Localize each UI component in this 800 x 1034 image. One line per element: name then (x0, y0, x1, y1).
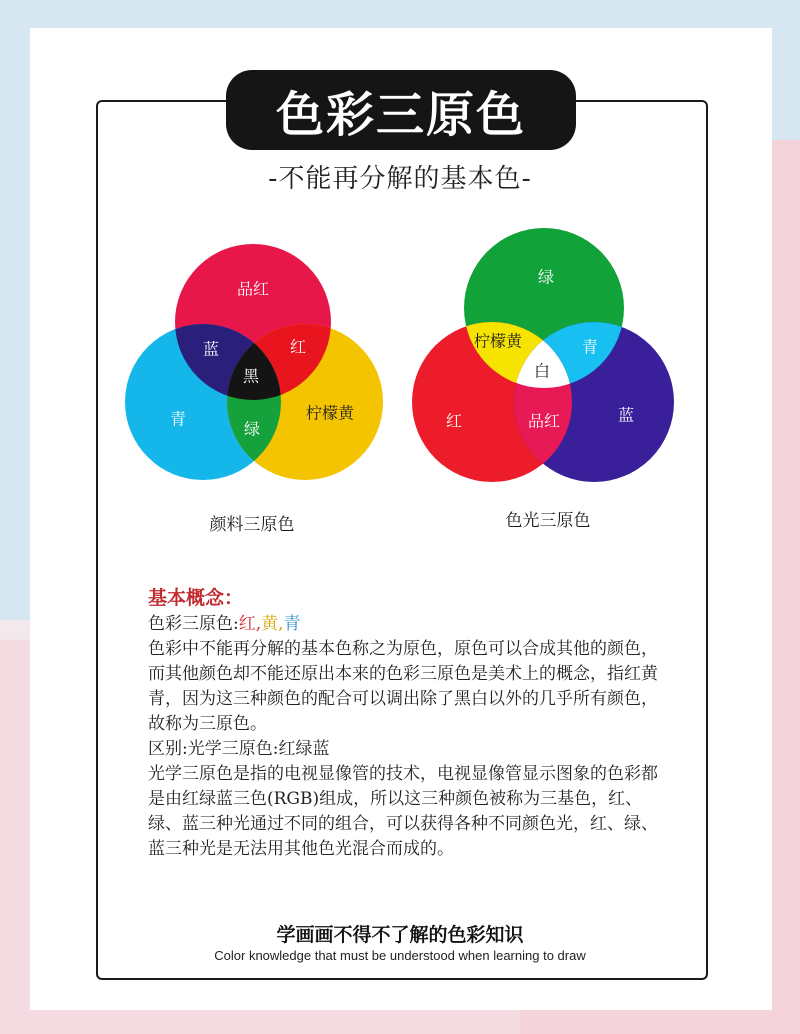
concept-paragraph-2: 光学三原色是指的电视显像管的技术，电视显像管显示图象的色彩都是由红绿蓝三色(RGB)组成，所以这三种颜色被称为三基色，红、绿、蓝三种光通过不同的组合，可以获得各种不同颜色光，红、绿、蓝三种光是无法用其他色光混合而成的。 (148, 764, 658, 859)
light-label-green: 绿 (537, 267, 555, 287)
page-title: 色彩三原色 (226, 70, 576, 150)
light-label-white: 白 (533, 361, 551, 381)
pigment-label-cyan: 青 (169, 409, 187, 429)
light-label-blue: 蓝 (617, 405, 635, 425)
light-label-magenta: 品红 (527, 411, 561, 431)
light-venn-diagram (410, 226, 690, 490)
concept-cyan-word: 青 (283, 614, 301, 634)
concept-line1-prefix: 色彩三原色: (148, 614, 239, 634)
light-label-red: 红 (445, 411, 463, 431)
pigment-label-blue: 蓝 (202, 339, 220, 359)
light-label-cyan: 青 (581, 337, 599, 357)
pigment-label-green: 绿 (243, 419, 261, 439)
footer-english-caption: Color knowledge that must be understood when learning to draw (214, 948, 586, 963)
pigment-label-yellow: 柠檬黄 (305, 403, 355, 423)
page-subtitle: -不能再分解的基本色- (268, 164, 532, 194)
concept-line-difference: 区别:光学三原色:红绿蓝 (148, 739, 330, 759)
pigment-caption: 颜料三原色 (209, 515, 295, 535)
pigment-venn-diagram (120, 240, 390, 500)
concept-yellow-word: 黄, (261, 614, 284, 634)
light-caption: 色光三原色 (505, 511, 591, 531)
concept-paragraph-1: 色彩中不能再分解的基本色称之为原色，原色可以合成其他的颜色，而其他颜色却不能还原出本来的色彩三原色是美术上的概念，指红黄青，因为这三种颜色的配合可以调出除了黑白以外的几乎所有颜色，故称为三原色。 (148, 639, 658, 734)
concept-red-word: 红, (238, 614, 262, 634)
concept-text-block (148, 584, 668, 862)
pigment-label-magenta: 品红 (236, 279, 270, 299)
concept-heading: 基本概念： (148, 587, 244, 609)
footer-chinese-caption: 学画画不得不了解的色彩知识 (276, 924, 524, 946)
light-label-yellow: 柠檬黄 (473, 331, 523, 351)
concept-line-primary-colors (148, 612, 668, 637)
pigment-label-black: 黑 (242, 366, 260, 386)
pigment-label-red: 红 (289, 337, 307, 357)
